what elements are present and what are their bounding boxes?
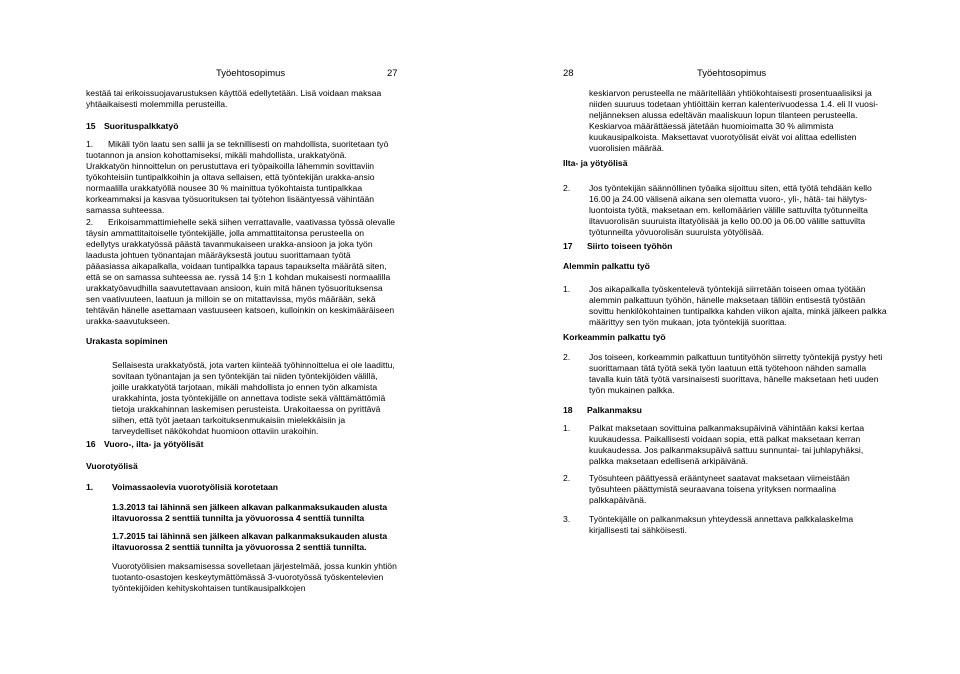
sec17-title: Siirto toiseen työhön [586, 241, 673, 251]
r-p2-text: Jos työntekijän säännöllinen työaika sijoittuu siten, että työtä tehdään kello 16.00 ja 24.00 välisenä aikana sen olematta vuoro-, yli-, hätä- tai hälytys-luontoista työtä, maksetaan em. kellomäärien välille sattuvilta työtunneilta iltavuorolisän suuruista iltatyölisää ja kello 00.00 ja 06.00 välille sattuvilta työtunneilta yövuorolisän suuruista yötyölisää. [589, 183, 872, 237]
left-page-number: 27 [387, 68, 398, 79]
m2-number: 2. [563, 473, 571, 483]
sec18-heading [563, 405, 642, 416]
p1-number: 1. [86, 139, 94, 149]
left-header-title: Työehtosopimus [216, 68, 286, 79]
sec17-heading [563, 241, 672, 252]
m3-text: Työntekijälle on palkanmaksun yhteydessä annettava palkkalaskelma kirjallisesti tai sähköisesti. [589, 514, 854, 535]
p2-number: 2. [86, 217, 94, 227]
v1-title: Voimassaolevia vuorotyölisiä korotetaan [112, 482, 279, 492]
m2-text: Työsuhteen päättyessä erääntyneet saatavat maksetaan viimeistään työsuhteen päättymistä seuraavana toisena yrityksen normaalina palkkapäivänä. [589, 473, 850, 505]
vuoro-heading: Vuorotyölisä [86, 461, 138, 471]
sec15-number: 15 [86, 121, 96, 131]
v1-number: 1. [86, 482, 94, 492]
sec16-title: Vuoro-, ilta- ja yötyölisät [103, 439, 204, 449]
right-page-number: 28 [563, 68, 574, 79]
closing-text: Vuorotyölisien maksamisessa sovelletaan järjestelmää, jossa kunkin yhtiön tuotanto-osastojen keskeytymättömässä 3-vuorotyössä työskentelevien työntekijöiden kehityskohtaisen tuntikausipalkkojen [112, 561, 397, 593]
m1-number: 1. [563, 423, 571, 433]
right-page [480, 0, 960, 674]
korkea-heading: Korkeammin palkattu työ [563, 332, 666, 342]
m1-text: Palkat maksetaan sovittuina palkanmaksupäivinä vähintään kaksi kertaa kuukaudessa. Paikallisesti voidaan sopia, että palkat maksetaan kerran kuukaudessa. Jos palkanmaksupäivä sattuu sunnuntai- tai juhlapyhäksi, palkka maksetaan edellisenä arkipäivänä. [589, 423, 865, 466]
k2-text: Jos toiseen, korkeammin palkattuun tuntityöhön siirretty työntekijä pystyy heti suorittamaan tätä työtä sekä työn laatuun että työtehoon nähden samalla tavalla kuin tätä työtä varsinaisesti suorittava, hänelle maksetaan heti uuden työn mukainen palkka. [589, 352, 883, 395]
right-intro: keskiarvon perusteella ne määritellään yhtiökohtaisesti prosentuaalisiksi ja niiden suuruus todetaan yhtiöittäin kerran kalenterivuodessa 1.4. eli II vuosi-neljänneksen alussa edeltävän maaliskuun lopun tilanteen perusteella. Keskiarvoa määrättäessä jätetään huomioimatta 30 % alimmista kuukausipalkoista. Maksettavat vuorotyölisät eivät voi alittaa edellisten vuorolisien määrää. [589, 88, 879, 153]
alempi-heading: Alemmin palkattu työ [563, 261, 650, 271]
left-intro: kestää tai erikoissuojavarustuksen käyttöä edellytetään. Lisä voidaan maksaa yhtäaikaisesti molemmilla perusteilla. [86, 88, 382, 109]
sec15-title: Suorituspalkkatyö [103, 121, 179, 131]
sec16-number: 16 [86, 439, 96, 449]
sec18-title: Palkanmaksu [586, 405, 642, 415]
sec16-heading [86, 439, 203, 450]
v1a-text: 1.3.2013 tai lähinnä sen jälkeen alkavan palkanmaksukauden alusta iltavuorossa 2 senttiä tunnilta ja yövuorossa 4 senttiä tunnilta [112, 502, 388, 523]
sec15-heading [86, 121, 178, 132]
urakasta-heading: Urakasta sopiminen [86, 336, 168, 346]
sec18-number: 18 [563, 405, 573, 415]
urakasta-text: Sellaisesta urakkatyöstä, jota varten kiinteää työhinnoittelua ei ole laadittu, sovitaan työnantajan ja sen työntekijän tai niiden työntekijöiden välillä, joille urakkatyötä tarjotaan, mikäli mahdollista jo ennen työn alkamista urakkahinta, josta työntekijälle on annettava todiste sekä välttämättömiä tietoja urakkahinnan laskemisen perusteista. Urakoitaessa on pyrittävä siihen, että työt jaetaan tarkoituksenmukaisiin mielekkäisiin ja tarveydelliset näkökohdat huomioon ottaviin urakoihin. [112, 360, 395, 436]
p1-text: Mikäli työn laatu sen sallii ja se teknillisesti on mahdollista, suoritetaan työ tuotannon ja ansion kohottamiseksi, mikäli mahdollista, urakkatyönä. [86, 139, 389, 160]
r-p2-number: 2. [563, 183, 571, 193]
ilta-heading: Ilta- ja yötyölisä [563, 158, 628, 168]
a1-number: 1. [563, 284, 571, 294]
sec17-number: 17 [563, 241, 573, 251]
m3-number: 3. [563, 514, 571, 524]
right-header-title: Työehtosopimus [697, 68, 767, 79]
p2-text: Erikoisammattimiehelle sekä siihen verrattavalle, vaativassa työssä olevalle täysin ammattitaitoiselle työntekijälle, jolla ammattitaitonsa perusteella on edellytys urakkatyössä päästä tavanmukaiseen urakka-ansioon ja joka työn laadusta johtuen työnantajan määräyksestä joutuu suorittamaan työtä pääasiassa aikapalkalla, voidaan tuntipalkka tapaus tapaukselta määrätä siten, että se on samassa suhteessa ae. ryssä 14 §:n 1 kohdan mukaisesti normaalilla urakkatyöavudhilla saavutettavaan ansioon, kuin mitä hänen työsuorituksensa sen vaativuuteen, laatuun ja milloin se on mitattavissa, myös määrään, sekä tehtävän hänelle asettamaan vastuuseen katsoen, kulloinkin on keskimääräiseen urakka-saavutukseen. [86, 217, 396, 326]
v1b-text: 1.7.2015 tai lähinnä sen jälkeen alkavan palkanmaksukauden alusta iltavuorossa 2 senttiä tunnilta ja yövuorossa 2 senttiä tunnilta. [112, 531, 388, 552]
p1-text-b: Urakkatyön hinnoittelun on perustuttava eri työpaikoilla lähemmin sovittaviin työkohteisiin tuntipalkkoihin ja oltava sellaisen, että työntekijän urakka-ansio normaalilla urakkatyöllä nousee 30 % mainittua työkohtaista tuntipalkkaa korkeammaksi ja kasvaa työsuorituksen tai työtehon lisääntyessä vähintään samassa suhteessa. [86, 161, 375, 215]
a1-text: Jos aikapalkalla työskentelevä työntekijä siirretään toiseen omaa työtään alemmin palkattuun työhön, hänelle maksetaan tällöin entisestä työstään sovittu henkilökohtainen tuntipalkka kahden viikon ajalta, minkä jälkeen palkka määrittyy sen työn mukaan, jota työntekijä suorittaa. [589, 284, 887, 327]
k2-number: 2. [563, 352, 571, 362]
